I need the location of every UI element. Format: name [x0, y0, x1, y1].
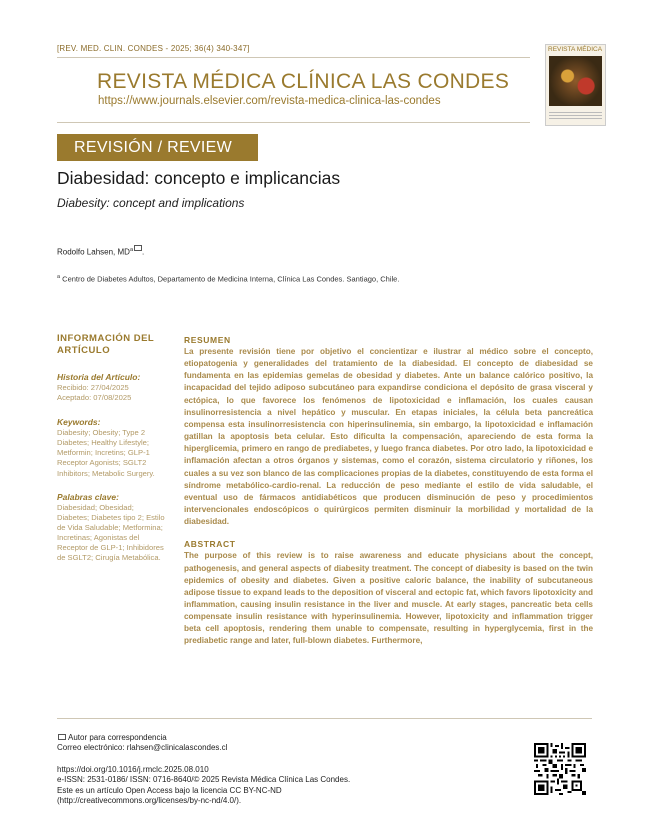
footer-divider	[57, 718, 592, 719]
license-line: Este es un artículo Open Access bajo la licencia CC BY-NC-ND	[57, 785, 282, 795]
affiliation-text: Centro de Diabetes Adultos, Departamento de Medicina Interna, Clínica Las Condes. Santiago, Chile.	[60, 274, 400, 284]
keywords-label: Keywords:	[57, 417, 101, 428]
license-url-link[interactable]: (http://creativecommons.org/licenses/by-nc-nd/4.0/).	[57, 795, 242, 805]
affiliation-line	[57, 274, 399, 284]
received-date: Recibido: 27/04/2025	[57, 383, 129, 392]
header-divider-bottom	[57, 122, 530, 123]
section-banner: REVISIÓN / REVIEW	[57, 134, 258, 161]
resumen-heading: RESUMEN	[184, 335, 231, 345]
palabras-clave-label: Palabras clave:	[57, 491, 119, 502]
header-divider-top	[57, 57, 530, 58]
palabras-clave-list: Diabesidad; Obesidad; Diabetes; Diabetes tipo 2; Estilo de Vida Saludable; Metformina; Incretinas; Agonistas del Receptor de GLP-1; Inhibidores de SGLT2; Cirugía Metabólica.	[57, 502, 165, 563]
journal-citation: [REV. MED. CLIN. CONDES - 2025; 36(4) 340-347]	[57, 44, 250, 53]
resumen-text: La presente revisión tiene por objetivo el concientizar e ilustrar al médico sobre el concepto, etiopatogenia y generalidades del tratamiento de la diabesidad. El concepto de diabesidad se fundamenta en las epidemias gemelas de obesidad y diabetes. Ante un balance calórico positivo, la incapacidad del tejido adiposo subcutáneo para expandirse condiciona el depósito de grasa visceral y ectópica, lo que favorece los fenómenos de lipotoxicidad e inflamación, los cuales causan insulinorresistencia a nivel hepático y muscular. En etapas iniciales, la célula beta pancreática compensa esta insulinorresistencia con hiperinsulinemia, sin embargo, la lipotoxicidad e inflamación gatillan la apoptosis beta celular. Esto dificulta la compensación, apareciendo de esta forma la hiperglicemia, primero en rango de prediabetes, y luego franca diabetes. Por otro lado, la lipotoxicidad e inflamación afectan a otros órganos y sistemas, como el corazón, sistema circulatorio y riñones, los cuales a su vez son blanco de las complicaciones propias de la diabetes, constituyendo de esta forma el síndrome metabólico-cardio-renal. La reducción de peso mediante el estilo de vida saludable, el eventual uso de fármacos antidiabéticos que producen disminución de peso y procedimientos intervencionales endoscópicos o quirúrgicos permiten disminuir la morbilidad y mortalidad de la diabesidad.	[184, 347, 593, 527]
info-heading: INFORMACIÓN DEL ARTÍCULO	[57, 333, 155, 356]
author-end: .	[142, 247, 145, 257]
article-subtitle: Diabesity: concept and implications	[57, 196, 245, 210]
abstract-text: The purpose of this review is to raise awareness and educate physicians about the concept, pathogenesis, and general aspects of diabesity treatment. The concept of diabesity is based on the twin epidemics of obesity and diabetes. Given a positive caloric balance, the inability of subcutaneous adipose tissue to expand leads to the deposition of visceral and ectopic fat, which favors lipotoxicity and inflammation, causing insulin resistance in the liver and muscle. At early stages, pancreatic beta cells compensate insulin resistance with hyperinsulinemia. However, lipotoxicity and inflammation trigger beta cell apoptosis, rendering them unable to compensate, resulting in hyperglycemia, first in the prediabetic range and later, full-blown diabetes. Furthermore,	[184, 551, 594, 646]
keywords-list: Diabesity; Obesity; Type 2 Diabetes; Healthy Lifestyle; Metformin; Incretins; GLP-1 Receptor Agonists; SGLT2 Inhibitors; Metabolic Surgery.	[57, 428, 155, 478]
affiliation-mark: a	[57, 274, 61, 280]
doi-link[interactable]: https://doi.org/10.1016/j.rmclc.2025.08.010	[57, 765, 209, 774]
article-title: Diabesidad: concepto e implicancias	[57, 168, 341, 188]
author-name[interactable]: Rodolfo Lahsen, MD	[57, 247, 130, 257]
correspondence-email[interactable]: Correo electrónico: rlahsen@clinicalascondes.cl	[57, 743, 228, 753]
journal-url-link[interactable]: https://www.journals.elsevier.com/revista-medica-clinica-las-condes	[98, 95, 441, 107]
cover-footer-lines	[549, 110, 602, 120]
journal-cover-thumbnail	[545, 44, 606, 126]
correspondence-label: Autor para correspondencia	[68, 733, 167, 742]
email-icon[interactable]	[134, 245, 142, 251]
author-affiliation-mark: a	[129, 247, 133, 253]
qr-code-icon[interactable]	[534, 743, 586, 795]
journal-name: REVISTA MÉDICA CLÍNICA LAS CONDES	[97, 70, 510, 93]
abstract-column	[184, 334, 593, 648]
author-line	[57, 245, 144, 257]
correspondence-note	[57, 733, 227, 754]
article-info-column	[57, 333, 165, 563]
issn-line: e-ISSN: 2531-0186/ ISSN: 0716-8640/© 2025 Revista Médica Clínica Las Condes.	[57, 775, 351, 785]
accepted-date: Aceptado: 07/08/2025	[57, 393, 132, 403]
cover-title: REVISTA MÉDICA	[548, 46, 603, 53]
correspondence-email-icon	[58, 734, 66, 740]
abstract-heading: ABSTRACT	[184, 539, 236, 550]
cover-artwork	[549, 56, 602, 106]
history-label: Historia del Artículo:	[57, 372, 141, 382]
doi-license-block	[57, 765, 350, 806]
